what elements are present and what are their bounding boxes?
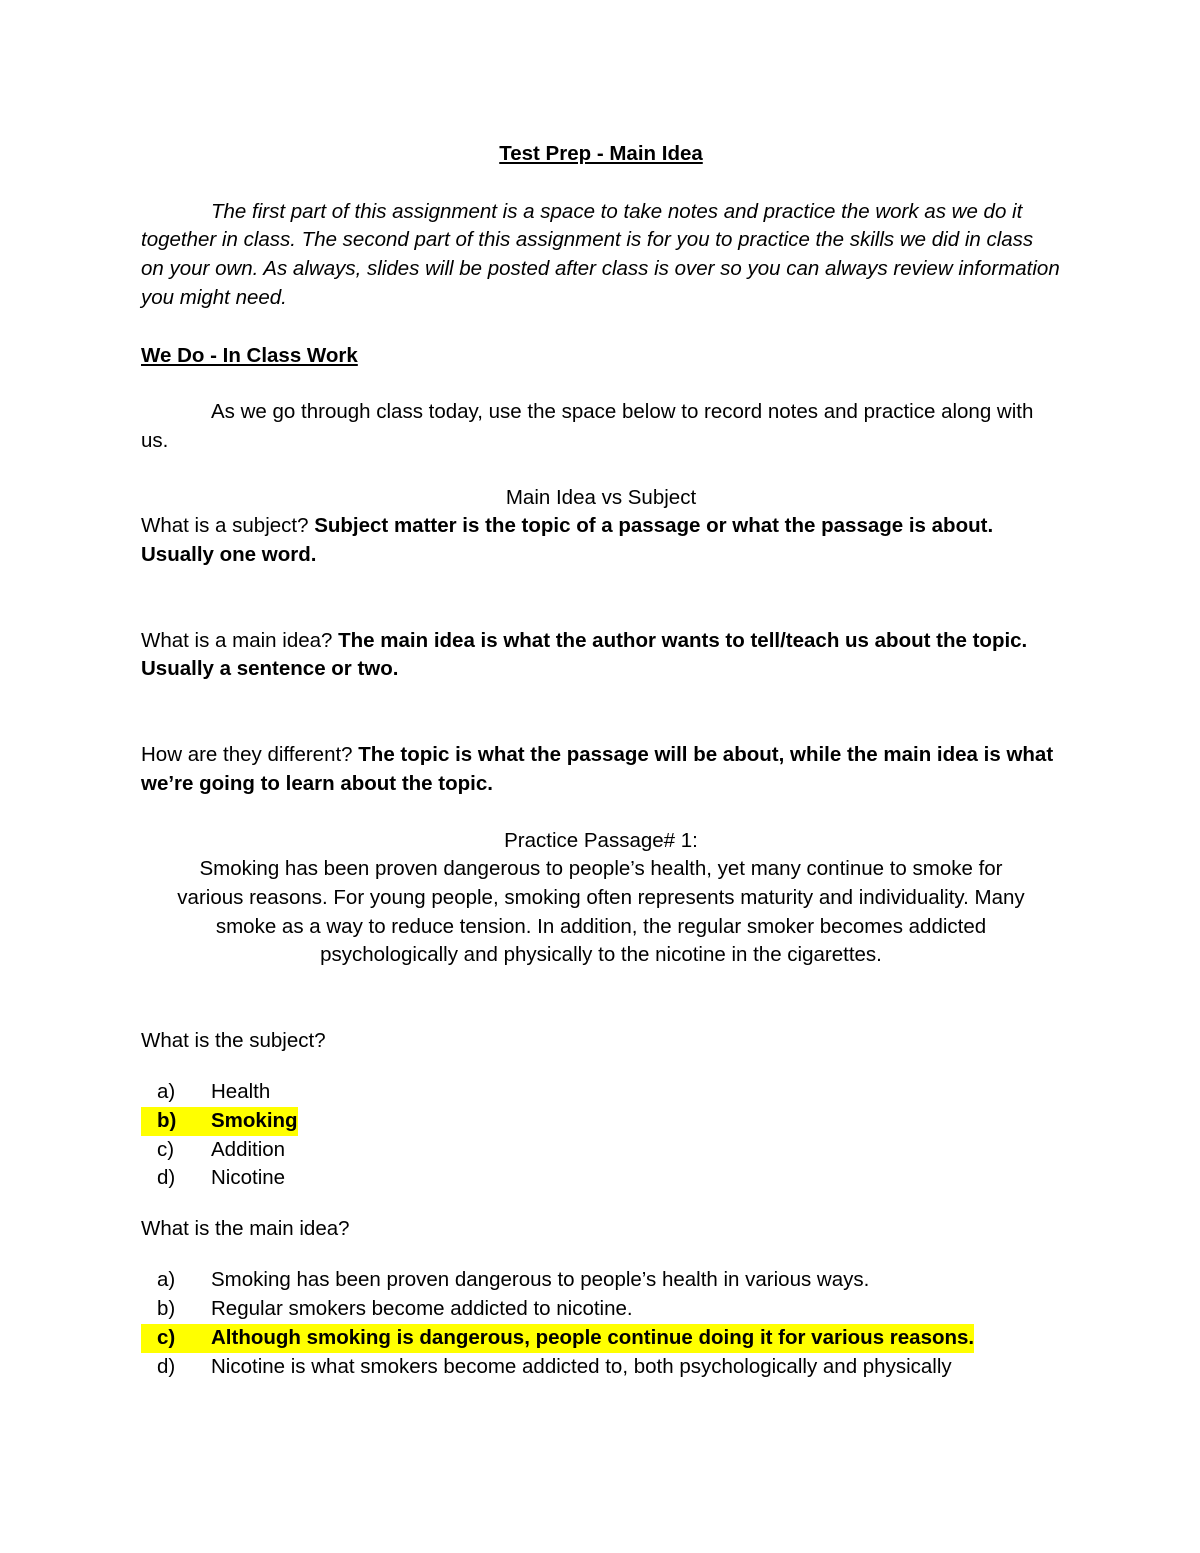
option-letter: b) <box>157 1108 177 1132</box>
answer-highlight <box>141 1324 974 1353</box>
answer-option <box>141 1266 1061 1295</box>
note-subject <box>141 512 1061 569</box>
note-main-idea <box>141 627 1061 684</box>
option-letter: d) <box>157 1166 176 1190</box>
passage-line: smoke as a way to reduce tension. In addition, the regular smoker becomes addicted <box>215 914 987 938</box>
answer-option <box>141 1164 1061 1193</box>
question-subject-options <box>141 1078 1061 1194</box>
note-difference <box>141 741 1061 798</box>
option-text: Addition <box>211 1137 286 1161</box>
answer-option <box>141 1078 1061 1107</box>
option-letter: a) <box>157 1079 176 1103</box>
passage-line: various reasons. For young people, smoking often represents maturity and individuality. Many <box>177 885 1025 909</box>
option-letter: c) <box>157 1137 175 1161</box>
option-text: Regular smokers become addicted to nicotine. <box>211 1296 633 1320</box>
notes-heading: Main Idea vs Subject <box>505 485 697 509</box>
option-letter: d) <box>157 1354 176 1378</box>
option-letter: a) <box>157 1268 176 1292</box>
option-text: Nicotine is what smokers become addicted to, both psychologically and physically <box>211 1354 952 1378</box>
option-text: Although smoking is dangerous, people continue doing it for various reasons. <box>211 1325 975 1349</box>
question-main-idea-options <box>141 1266 1061 1382</box>
answer-highlight <box>141 1107 298 1136</box>
document-body <box>141 140 1061 1382</box>
option-text: Health <box>211 1079 271 1103</box>
note-subject-prompt: What is a subject? <box>141 514 309 538</box>
document-title: Test Prep - Main Idea <box>499 142 703 165</box>
section-instructions: As we go through class today, use the space below to record notes and practice along with us. <box>141 400 1034 452</box>
passage-line: Smoking has been proven dangerous to people’s health, yet many continue to smoke for <box>199 857 1003 881</box>
answer-option <box>141 1295 1061 1324</box>
option-text: Nicotine <box>211 1166 286 1190</box>
answer-option <box>141 1136 1061 1165</box>
practice-heading: Practice Passage# 1: <box>504 828 698 852</box>
note-main-idea-prompt: What is a main idea? <box>141 628 333 652</box>
answer-option <box>141 1353 1061 1382</box>
note-difference-answer: The topic is what the passage will be about, while the main idea is what we’re going to learn about the topic. <box>141 743 1054 795</box>
option-letter: b) <box>157 1296 176 1320</box>
note-difference-prompt: How are they different? <box>141 743 353 767</box>
question-main-idea-prompt: What is the main idea? <box>141 1217 350 1241</box>
intro-paragraph: The first part of this assignment is a space to take notes and practice the work as we do it together in class. The second part of this assignment is for you to practice the skills we did in class on your own. As always, slides will be posted after class is over so you can always review information you might need. <box>141 199 1060 309</box>
answer-option-correct <box>141 1324 1061 1353</box>
option-letter: c) <box>157 1325 176 1349</box>
passage-line: psychologically and physically to the nicotine in the cigarettes. <box>320 943 882 967</box>
option-text: Smoking <box>211 1108 298 1132</box>
question-subject-prompt: What is the subject? <box>141 1029 326 1053</box>
option-text: Smoking has been proven dangerous to people’s health in various ways. <box>211 1268 870 1292</box>
note-main-idea-answer: The main idea is what the author wants to tell/teach us about the topic. Usually a sentence or two. <box>141 628 1028 681</box>
note-subject-answer: Subject matter is the topic of a passage or what the passage is about. Usually one word. <box>141 514 994 567</box>
section-heading: We Do - In Class Work <box>141 343 358 367</box>
answer-option-correct <box>141 1107 1061 1136</box>
